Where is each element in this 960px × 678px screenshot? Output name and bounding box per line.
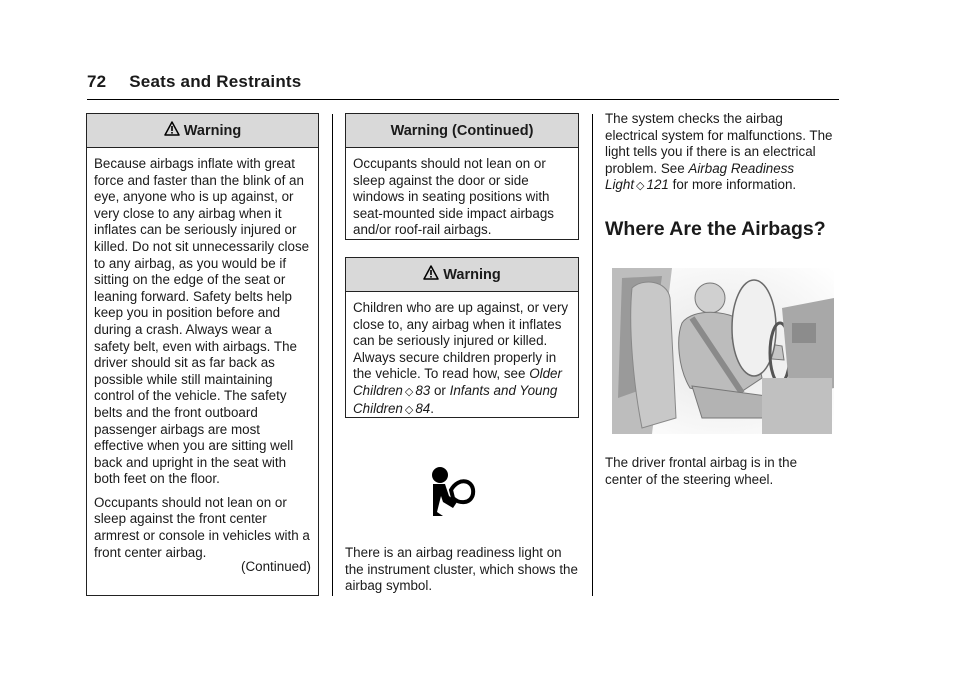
link-infants-young-children[interactable]: Infants and Young Children ◇ 84 (353, 382, 558, 416)
warning-box-2 (345, 113, 579, 240)
warning-2-paragraph: Occupants should not lean on or sleep against the door or side windows in seating positions with seat-mounted side impact airbags and/or roof-rail airbags. (353, 156, 554, 238)
link-airbag-readiness-light[interactable]: Airbag Readiness Light ◇ 121 (605, 160, 795, 193)
warning-1-paragraph-2: Occupants should not lean on or sleep against the front center armrest or console in vehicles with a front center airbag. (94, 494, 310, 560)
link-older-children[interactable]: Older Children ◇ 83 (353, 366, 562, 398)
warning-box-2-title: Warning (Continued) (346, 114, 578, 148)
warning-triangle-icon (423, 265, 439, 284)
system-check-paragraph: The system checks the airbag electrical system for malfunctions. The light tells you if there is an electrical problem. See Airbag Readiness Light ◇ 121 for more information. (605, 111, 833, 193)
warning-box-1 (86, 113, 319, 596)
warning-1-paragraph-1: Because airbags inflate with great force and faster than the blink of an eye, anyone who is up against, or very close to any airbag when it inflates can be seriously injured or killed. Do not sit unnecessarily close to any airbag, as you would be if sitting on the edge of the seat or leaning forward. Safety belts help keep you in position before and during a crash. Always wear a safety belt, even with airbags. The driver should sit as far back as possible while still maintaining control of the vehicle. The safety belts and the front outboard passenger airbags are most effective when you are sitting well back and upright in the seat with both feet on the floor. (94, 156, 310, 487)
warning-box-3-title: Warning (346, 258, 578, 292)
figure-caption: The driver frontal airbag is in the center of the steering wheel. (605, 455, 798, 487)
column-divider-2 (592, 114, 593, 596)
driver-airbag-illustration (612, 268, 834, 434)
warning-box-3 (345, 257, 579, 418)
airbag-light-paragraph: There is an airbag readiness light on the instrument cluster, which shows the airbag symbol. (345, 545, 578, 594)
airbag-readiness-icon (429, 466, 477, 523)
section-title: Seats and Restraints (129, 72, 302, 91)
page-header (87, 72, 301, 92)
section-heading: Where Are the Airbags? (605, 218, 826, 240)
header-rule (87, 99, 839, 100)
warning-3-paragraph: Children who are up against, or very close to, any airbag when it inflates can be seriously injured or killed. Always secure children properly in the vehicle. To read how, see Older Children ◇ 83 or Infants and Young Children ◇ 84. (353, 300, 569, 416)
continued-label: (Continued) (241, 559, 311, 575)
column-divider-1 (332, 114, 333, 596)
page-number: 72 (87, 72, 107, 91)
warning-triangle-icon (164, 121, 180, 140)
warning-box-1-title: Warning (87, 114, 318, 148)
